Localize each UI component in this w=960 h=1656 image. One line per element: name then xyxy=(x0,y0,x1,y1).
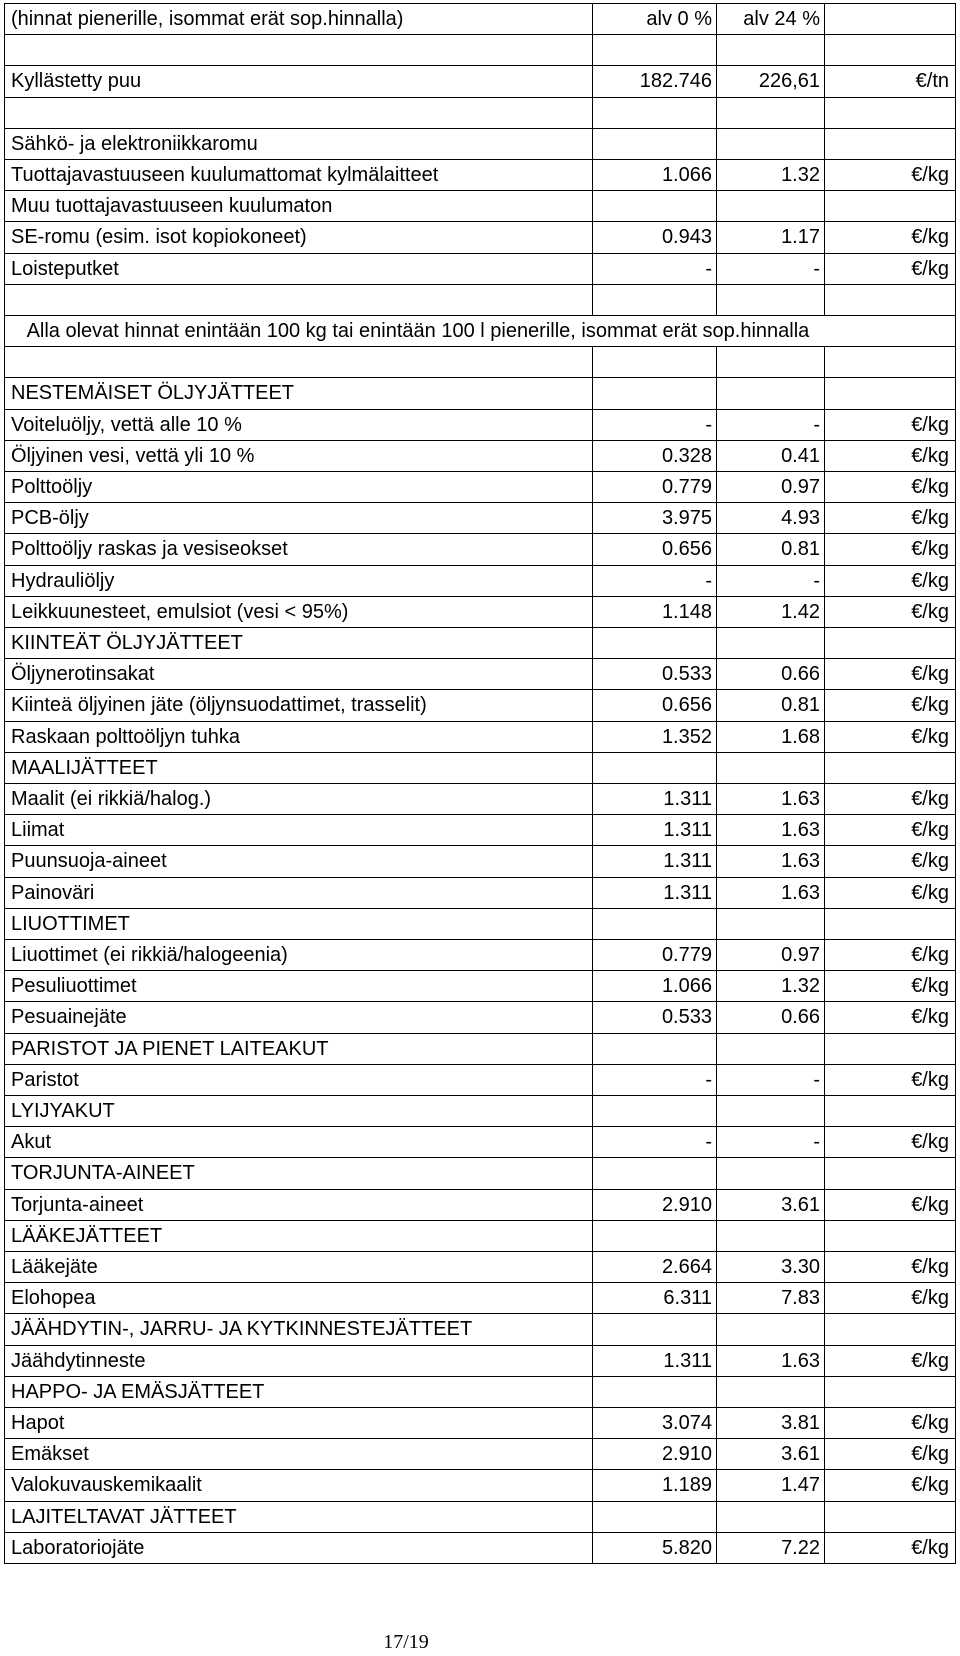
unit-label: €/kg xyxy=(824,502,955,533)
table-row xyxy=(0,315,960,346)
price-alv0 xyxy=(592,752,716,783)
price-alv0: 0.779 xyxy=(592,471,716,502)
table-row xyxy=(0,253,960,284)
price-alv0: 0.533 xyxy=(592,658,716,689)
unit-label xyxy=(824,128,955,159)
price-alv24: alv 24 % xyxy=(716,3,824,34)
price-alv24 xyxy=(716,128,824,159)
unit-label: €/kg xyxy=(824,1189,955,1220)
item-label: Paristot xyxy=(4,1064,592,1095)
item-label: LAJITELTAVAT JÄTTEET xyxy=(4,1501,592,1532)
table-row xyxy=(0,221,960,252)
unit-label xyxy=(824,627,955,658)
item-label: Sähkö- ja elektroniikkaromu xyxy=(4,128,592,159)
table-row xyxy=(0,533,960,564)
price-alv24: 0.66 xyxy=(716,658,824,689)
price-alv24 xyxy=(716,627,824,658)
price-alv24: 1.63 xyxy=(716,845,824,876)
price-alv24: 1.63 xyxy=(716,814,824,845)
unit-label xyxy=(824,97,955,128)
price-alv0: alv 0 % xyxy=(592,3,716,34)
item-label: PCB-öljy xyxy=(4,502,592,533)
table-row xyxy=(0,440,960,471)
table-row xyxy=(0,1501,960,1532)
price-alv24 xyxy=(716,1501,824,1532)
unit-label: €/kg xyxy=(824,939,955,970)
item-label xyxy=(4,346,592,377)
item-label: LIUOTTIMET xyxy=(4,908,592,939)
item-label: Torjunta-aineet xyxy=(4,1189,592,1220)
table-row xyxy=(0,502,960,533)
unit-label xyxy=(824,1313,955,1344)
price-alv24: 3.61 xyxy=(716,1189,824,1220)
price-alv24: 0.81 xyxy=(716,533,824,564)
unit-label xyxy=(824,284,955,315)
price-alv24: 0.97 xyxy=(716,471,824,502)
price-alv24 xyxy=(716,34,824,65)
price-alv24: 1.32 xyxy=(716,159,824,190)
price-alv24 xyxy=(716,346,824,377)
item-label: Liuottimet (ei rikkiä/halogeenia) xyxy=(4,939,592,970)
table-row xyxy=(0,845,960,876)
price-alv24 xyxy=(716,97,824,128)
table-row xyxy=(0,1407,960,1438)
item-label: Akut xyxy=(4,1126,592,1157)
unit-label xyxy=(824,908,955,939)
price-alv24: 1.63 xyxy=(716,877,824,908)
price-alv0 xyxy=(592,1157,716,1188)
price-alv0: 0.328 xyxy=(592,440,716,471)
price-alv24 xyxy=(716,1157,824,1188)
table-row xyxy=(0,34,960,65)
price-alv24: 1.63 xyxy=(716,783,824,814)
price-alv24: 7.22 xyxy=(716,1532,824,1563)
item-label: LYIJYAKUT xyxy=(4,1095,592,1126)
price-alv24 xyxy=(716,1095,824,1126)
item-label: Painoväri xyxy=(4,877,592,908)
table-row xyxy=(0,939,960,970)
item-label: Tuottajavastuuseen kuulumattomat kylmälaitteet xyxy=(4,159,592,190)
item-label: Raskaan polttoöljyn tuhka xyxy=(4,721,592,752)
price-alv24: 0.41 xyxy=(716,440,824,471)
item-label: Emäkset xyxy=(4,1438,592,1469)
table-row xyxy=(0,190,960,221)
item-label: Kyllästetty puu xyxy=(4,65,592,96)
price-alv24: - xyxy=(716,1064,824,1095)
unit-label: €/kg xyxy=(824,1345,955,1376)
price-alv0 xyxy=(592,284,716,315)
unit-label xyxy=(824,34,955,65)
table-row xyxy=(0,1438,960,1469)
item-label: Pesuliuottimet xyxy=(4,970,592,1001)
price-alv0: 3.975 xyxy=(592,502,716,533)
price-alv0 xyxy=(592,1220,716,1251)
item-label: Elohopea xyxy=(4,1282,592,1313)
price-alv24 xyxy=(716,1313,824,1344)
price-alv0 xyxy=(592,1501,716,1532)
price-alv24: 7.83 xyxy=(716,1282,824,1313)
table-row xyxy=(0,596,960,627)
item-label: Öljyinen vesi, vettä yli 10 % xyxy=(4,440,592,471)
unit-label xyxy=(824,1501,955,1532)
price-alv0 xyxy=(592,190,716,221)
price-alv24: 0.66 xyxy=(716,1001,824,1032)
price-alv0 xyxy=(592,346,716,377)
price-alv24 xyxy=(716,1033,824,1064)
unit-label: €/kg xyxy=(824,689,955,720)
unit-label xyxy=(824,346,955,377)
price-alv24: 226,61 xyxy=(716,65,824,96)
unit-label: €/kg xyxy=(824,596,955,627)
unit-label: €/kg xyxy=(824,253,955,284)
unit-label: €/kg xyxy=(824,440,955,471)
unit-label: €/kg xyxy=(824,783,955,814)
item-label: Pesuainejäte xyxy=(4,1001,592,1032)
unit-label: €/kg xyxy=(824,565,955,596)
item-label: Liimat xyxy=(4,814,592,845)
price-alv0: 2.910 xyxy=(592,1438,716,1469)
price-alv0: - xyxy=(592,253,716,284)
table-row xyxy=(0,721,960,752)
price-alv24: 3.61 xyxy=(716,1438,824,1469)
unit-label: €/kg xyxy=(824,1532,955,1563)
unit-label xyxy=(824,1157,955,1188)
price-alv0 xyxy=(592,97,716,128)
item-label: TORJUNTA-AINEET xyxy=(4,1157,592,1188)
unit-label xyxy=(824,752,955,783)
item-label: SE-romu (esim. isot kopiokoneet) xyxy=(4,221,592,252)
price-alv24 xyxy=(716,1220,824,1251)
unit-label: €/kg xyxy=(824,845,955,876)
price-alv24: 1.17 xyxy=(716,221,824,252)
price-alv0: 0.779 xyxy=(592,939,716,970)
item-label: Leikkuunesteet, emulsiot (vesi < 95%) xyxy=(4,596,592,627)
table-row xyxy=(0,97,960,128)
table-row xyxy=(0,3,960,34)
price-alv0: 1.148 xyxy=(592,596,716,627)
price-alv0: 1.311 xyxy=(592,783,716,814)
table-row xyxy=(0,471,960,502)
item-label: PARISTOT JA PIENET LAITEAKUT xyxy=(4,1033,592,1064)
price-alv24: 1.68 xyxy=(716,721,824,752)
price-alv0 xyxy=(592,1313,716,1344)
unit-label: €/kg xyxy=(824,409,955,440)
price-alv24: - xyxy=(716,253,824,284)
price-alv0: 1.066 xyxy=(592,159,716,190)
item-label: Lääkejäte xyxy=(4,1251,592,1282)
unit-label: €/kg xyxy=(824,1469,955,1500)
table-row xyxy=(0,970,960,1001)
item-label: Laboratoriojäte xyxy=(4,1532,592,1563)
price-alv0: 2.910 xyxy=(592,1189,716,1220)
item-label: MAALIJÄTTEET xyxy=(4,752,592,783)
table-row xyxy=(0,377,960,408)
table-row xyxy=(0,689,960,720)
price-alv24: 1.47 xyxy=(716,1469,824,1500)
price-alv0: 3.074 xyxy=(592,1407,716,1438)
table-row xyxy=(0,1189,960,1220)
table-row xyxy=(0,752,960,783)
price-alv24 xyxy=(716,377,824,408)
price-alv24: 1.42 xyxy=(716,596,824,627)
unit-label: €/kg xyxy=(824,721,955,752)
table-row xyxy=(0,658,960,689)
unit-label: €/kg xyxy=(824,877,955,908)
unit-label xyxy=(824,1095,955,1126)
unit-label xyxy=(824,190,955,221)
unit-label xyxy=(824,1376,955,1407)
price-alv0: 0.943 xyxy=(592,221,716,252)
price-alv0: 1.189 xyxy=(592,1469,716,1500)
table-row xyxy=(0,128,960,159)
price-alv24 xyxy=(716,752,824,783)
item-label: Puunsuoja-aineet xyxy=(4,845,592,876)
price-alv0 xyxy=(592,1376,716,1407)
table-row xyxy=(0,877,960,908)
item-label: (hinnat pienerille, isommat erät sop.hinnalla) xyxy=(4,3,592,34)
price-alv0: - xyxy=(592,409,716,440)
table-row xyxy=(0,1469,960,1500)
price-alv24 xyxy=(716,908,824,939)
table-row xyxy=(0,1220,960,1251)
price-alv24 xyxy=(716,284,824,315)
table-row xyxy=(0,1532,960,1563)
table-row xyxy=(0,159,960,190)
item-label xyxy=(4,34,592,65)
unit-label xyxy=(824,377,955,408)
unit-label: €/kg xyxy=(824,1407,955,1438)
page-number: 17/19 xyxy=(383,1631,429,1653)
item-label: LÄÄKEJÄTTEET xyxy=(4,1220,592,1251)
unit-label: €/kg xyxy=(824,221,955,252)
price-alv0 xyxy=(592,128,716,159)
price-alv0: - xyxy=(592,1126,716,1157)
price-alv0 xyxy=(592,1095,716,1126)
table-row xyxy=(0,1033,960,1064)
unit-label: €/kg xyxy=(824,1126,955,1157)
item-label: Loisteputket xyxy=(4,253,592,284)
price-alv24: - xyxy=(716,565,824,596)
price-alv0: 1.311 xyxy=(592,877,716,908)
price-alv0: 0.533 xyxy=(592,1001,716,1032)
price-alv0: - xyxy=(592,565,716,596)
table-row xyxy=(0,1251,960,1282)
price-alv0: 1.066 xyxy=(592,970,716,1001)
table-row xyxy=(0,346,960,377)
price-alv24 xyxy=(716,190,824,221)
price-alv0 xyxy=(592,908,716,939)
item-label xyxy=(4,284,592,315)
table-row xyxy=(0,1282,960,1313)
price-alv0: 2.664 xyxy=(592,1251,716,1282)
price-alv24: - xyxy=(716,1126,824,1157)
unit-label: €/kg xyxy=(824,533,955,564)
table-row xyxy=(0,284,960,315)
price-alv24: 1.63 xyxy=(716,1345,824,1376)
unit-label: €/kg xyxy=(824,814,955,845)
price-alv0: 0.656 xyxy=(592,533,716,564)
table-row xyxy=(0,409,960,440)
price-alv0: 5.820 xyxy=(592,1532,716,1563)
unit-label xyxy=(824,3,955,34)
item-label: Öljynerotinsakat xyxy=(4,658,592,689)
price-alv24: 0.81 xyxy=(716,689,824,720)
unit-label: €/kg xyxy=(824,1438,955,1469)
unit-label: €/kg xyxy=(824,1001,955,1032)
unit-label: €/kg xyxy=(824,471,955,502)
item-label: Voiteluöljy, vettä alle 10 % xyxy=(4,409,592,440)
unit-label: €/kg xyxy=(824,658,955,689)
item-label: JÄÄHDYTIN-, JARRU- JA KYTKINNESTEJÄTTEET xyxy=(4,1313,592,1344)
item-label: KIINTEÄT ÖLJYJÄTTEET xyxy=(4,627,592,658)
price-alv24: - xyxy=(716,409,824,440)
item-label: Hydrauliöljy xyxy=(4,565,592,596)
price-alv0 xyxy=(592,377,716,408)
table-row xyxy=(0,1095,960,1126)
item-label xyxy=(4,97,592,128)
item-label: HAPPO- JA EMÄSJÄTTEET xyxy=(4,1376,592,1407)
price-alv24: 4.93 xyxy=(716,502,824,533)
item-label: Valokuvauskemikaalit xyxy=(4,1469,592,1500)
unit-label xyxy=(824,1033,955,1064)
price-alv0: - xyxy=(592,1064,716,1095)
price-alv24 xyxy=(716,1376,824,1407)
unit-label: €/kg xyxy=(824,1251,955,1282)
table-row xyxy=(0,1157,960,1188)
price-alv24: 3.81 xyxy=(716,1407,824,1438)
price-alv0: 1.311 xyxy=(592,845,716,876)
price-alv0 xyxy=(592,34,716,65)
item-label: Alla olevat hinnat enintään 100 kg tai enintään 100 l pienerille, isommat erät sop.hinnalla xyxy=(4,315,955,346)
table-row xyxy=(0,1345,960,1376)
table-row xyxy=(0,1313,960,1344)
item-label: Kiinteä öljyinen jäte (öljynsuodattimet, trasselit) xyxy=(4,689,592,720)
table-row xyxy=(0,565,960,596)
item-label: Maalit (ei rikkiä/halog.) xyxy=(4,783,592,814)
table-row xyxy=(0,908,960,939)
item-label: Jäähdytinneste xyxy=(4,1345,592,1376)
table-row xyxy=(0,1376,960,1407)
price-alv0: 0.656 xyxy=(592,689,716,720)
item-label: Polttoöljy xyxy=(4,471,592,502)
price-alv0: 1.311 xyxy=(592,814,716,845)
unit-label xyxy=(824,1220,955,1251)
item-label: Hapot xyxy=(4,1407,592,1438)
price-alv0: 6.311 xyxy=(592,1282,716,1313)
table-row xyxy=(0,814,960,845)
price-alv24: 1.32 xyxy=(716,970,824,1001)
table-row xyxy=(0,65,960,96)
table-row xyxy=(0,1064,960,1095)
table-row xyxy=(0,1126,960,1157)
table-row xyxy=(0,1001,960,1032)
price-alv0 xyxy=(592,627,716,658)
table-row xyxy=(0,783,960,814)
unit-label: €/kg xyxy=(824,159,955,190)
unit-label: €/kg xyxy=(824,1064,955,1095)
item-label: NESTEMÄISET ÖLJYJÄTTEET xyxy=(4,377,592,408)
unit-label: €/tn xyxy=(824,65,955,96)
item-label: Muu tuottajavastuuseen kuulumaton xyxy=(4,190,592,221)
price-alv0: 182.746 xyxy=(592,65,716,96)
item-label: Polttoöljy raskas ja vesiseokset xyxy=(4,533,592,564)
price-alv24: 0.97 xyxy=(716,939,824,970)
price-alv0: 1.352 xyxy=(592,721,716,752)
unit-label: €/kg xyxy=(824,970,955,1001)
price-alv24: 3.30 xyxy=(716,1251,824,1282)
price-alv0: 1.311 xyxy=(592,1345,716,1376)
price-alv0 xyxy=(592,1033,716,1064)
unit-label: €/kg xyxy=(824,1282,955,1313)
table-row xyxy=(0,627,960,658)
